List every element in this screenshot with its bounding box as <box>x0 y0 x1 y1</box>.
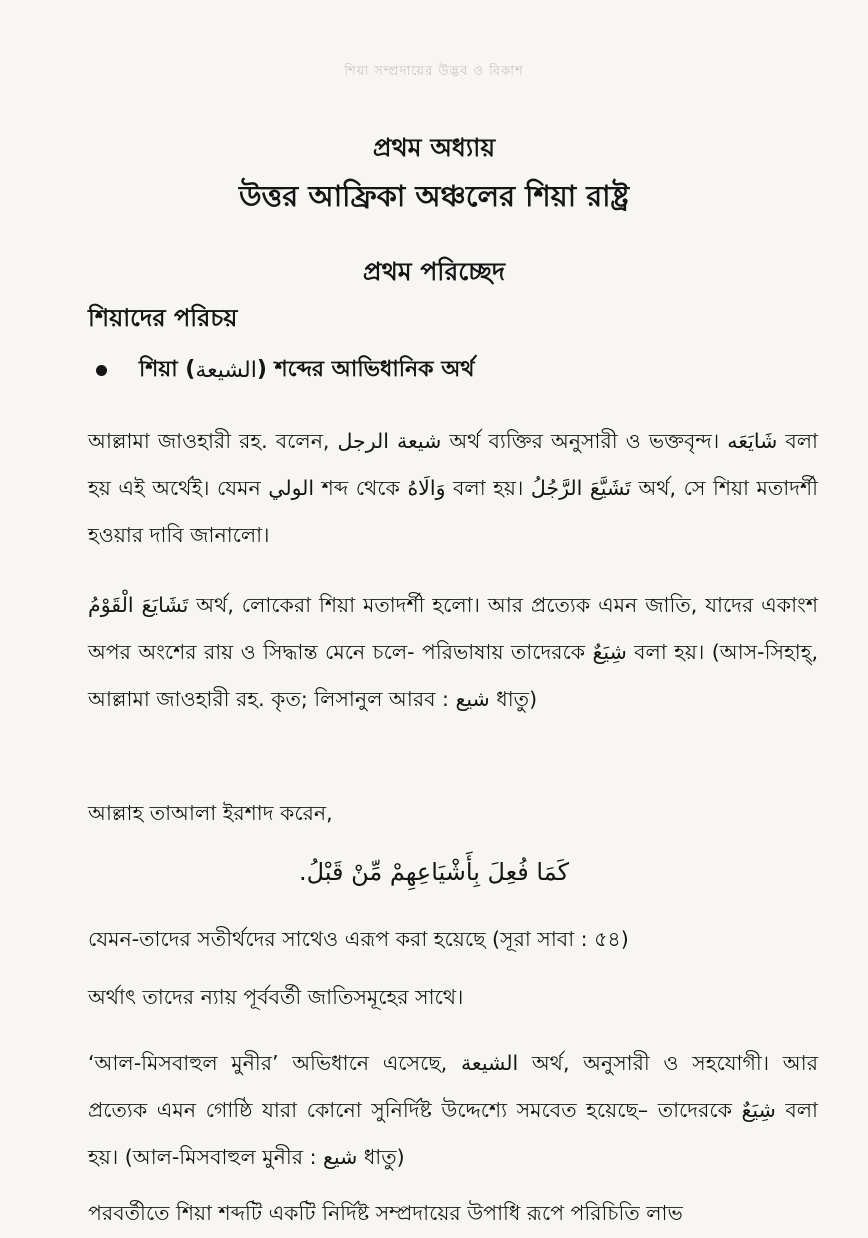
chapter-title: প্রথম অধ্যায় <box>372 133 496 162</box>
bullet-text-prefix: শিয়া ( <box>139 357 196 382</box>
section-title: প্রথম পরিচ্ছেদ <box>362 257 506 286</box>
bullet-icon <box>96 365 107 376</box>
paragraph-4: যেমন-তাদের সতীর্থদের সাথেও এরূপ করা হয়েছে (সূরা সাবা : ৫৪) <box>88 927 629 951</box>
topic-heading: শিয়াদের পরিচয় <box>88 304 238 332</box>
quran-verse: كَمَا فُعِلَ بِأَشْيَاعِهِمْ مِّنْ قَبْلُ. <box>298 858 569 886</box>
paragraph-2: تَشَايَعَ الْقَوْمُ অর্থ, লোকেরা শিয়া মতাদর্শী হলো। আর প্রত্যেক এমন জাতি, যাদের একাংশ অপর অংশের রায় ও সিদ্ধান্ত মেনে চলে- পরিভাষায় তাদেরকে شِيَعٌ বলা হয়। (আস-সিহাহ্, আল্লামা জাওহারী রহ. কৃত; লিসানুল আরব : شيع ধাতু) <box>88 593 818 711</box>
paragraph-6: ‘আল-মিসবাহুল মুনীর’ অভিধানে এসেছে, الشيعة অর্থ, অনুসারী ও সহযোগী। আর প্রত্যেক এমন গোষ্ঠি যারা কোনো সুনির্দিষ্ট উদ্দেশ্যে সমবেত হয়েছে– তাদেরকে شِيَعٌ বলা হয়। (আল-মিসবাহুল মুনীর : شيع ধাতু) <box>88 1051 819 1169</box>
paragraph-1: আল্লামা জাওহারী রহ. বলেন, شيعة الرجل অর্থ ব্যক্তির অনুসারী ও ভক্তবৃন্দ। شَايَعَه বলা হয় এই অর্থেই। যেমন الولي শব্দ থেকে وَالَاهُ বলা হয়। تَشَيَّعَ الرَّجُلُ অর্থ, সে শিয়া মতাদর্শী হওয়ার দাবি জানালো। <box>88 429 818 547</box>
bullet-arabic-term: الشيعة <box>195 358 257 383</box>
running-head: শিয়া সম্প্রদায়ের উদ্ভব ও বিকাশ <box>344 64 524 79</box>
paragraph-3: আল্লাহ তাআলা ইরশাদ করেন, <box>88 801 333 825</box>
bullet-text-suffix: ) শব্দের আভিধানিক অর্থ <box>256 357 475 382</box>
bullet-item <box>96 352 475 389</box>
chapter-subtitle: উত্তর আফ্রিকা অঞ্চলের শিয়া রাষ্ট্র <box>238 179 630 213</box>
paragraph-5: অর্থাৎ তাদের ন্যায় পূর্ববর্তী জাতিসমূহের সাথে। <box>88 985 464 1009</box>
paragraph-7: পরবর্তীতে শিয়া শব্দটি একটি নির্দিষ্ট সম্প্রদায়ের উপাধি রূপে পরিচিতি লাভ <box>88 1201 683 1225</box>
